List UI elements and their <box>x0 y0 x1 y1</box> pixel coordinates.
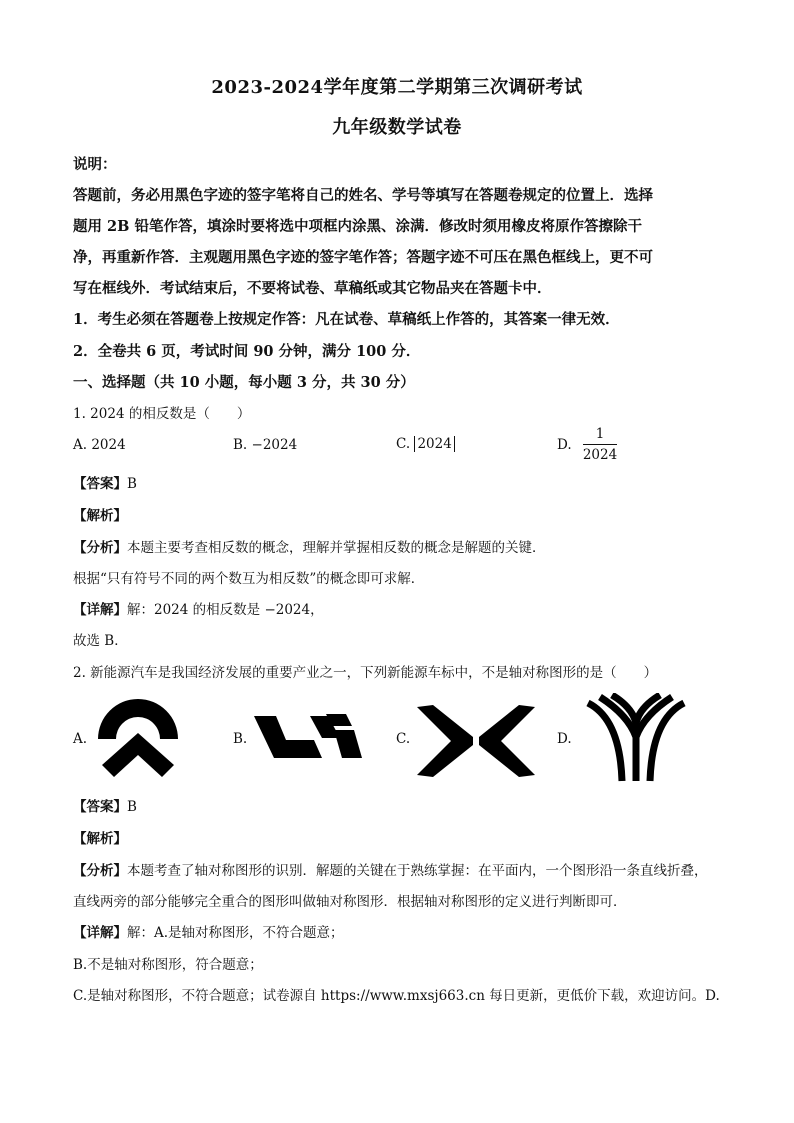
q2-option-d-label: D. <box>557 731 572 747</box>
q1-answer <box>73 472 733 492</box>
q1-option-c <box>396 436 455 452</box>
q1-option-c-label: C. <box>396 436 415 452</box>
q1-stem: 1. 2024 的相反数是（ ） <box>73 406 251 422</box>
q2-detail-text: 解：A.是轴对称图形，不符合题意； <box>127 925 344 941</box>
q1-option-a-value: 2024 <box>91 437 126 453</box>
q1-option-d-numerator: 1 <box>595 426 605 442</box>
q1-fenxi-tag: 【分析】 <box>73 540 127 556</box>
section-heading: 一、选择题（共 10 小题，每小题 3 分，共 30 分） <box>73 374 415 391</box>
instructions-line-1: 答题前，务必用黑色字迹的签字笔将自己的姓名、学号等填写在答题卷规定的位置上．选择 <box>73 187 653 204</box>
q2-logo-d-icon <box>582 693 690 783</box>
instructions-line-4: 写在框线外．考试结束后，不要将试卷、草稿纸或其它物品夹在答题卡中． <box>73 280 552 297</box>
q1-option-d-label: D. <box>557 437 572 453</box>
q2-logo-c-icon <box>415 703 537 779</box>
q2-option-b-label: B. <box>233 731 248 747</box>
instructions-heading: 说明： <box>73 156 117 173</box>
q2-answer-tag: 【答案】 <box>73 799 127 815</box>
q2-detail <box>73 921 733 941</box>
instructions-line-3: 净，再重新作答．主观题用黑色字迹的签字笔作答；答题字迹不可压在黑色框线上，更不可 <box>73 249 653 266</box>
q1-detail-text: 解：2024 的相反数是 −2024， <box>127 602 324 618</box>
q1-analysis-tag: 【解析】 <box>73 508 127 524</box>
q2-fenxi <box>73 859 733 879</box>
q1-answer-tag: 【答案】 <box>73 476 127 492</box>
q1-option-a-label: A. <box>73 437 92 453</box>
q2-answer-value: B <box>127 799 137 815</box>
q1-option-a <box>73 437 126 453</box>
q2-logo-a-icon <box>90 695 186 781</box>
q1-fenxi-text: 本题主要考查相反数的概念，理解并掌握相反数的概念是解题的关键． <box>127 540 546 556</box>
q1-detail-tag: 【详解】 <box>73 602 127 618</box>
q1-fenxi-2: 根据“只有符号不同的两个数互为相反数”的概念即可求解． <box>73 571 425 587</box>
q2-option-a-label: A. <box>73 731 88 747</box>
q2-fenxi-tag: 【分析】 <box>73 863 127 879</box>
q1-conclusion: 故选 B． <box>73 633 128 649</box>
q2-analysis-tag: 【解析】 <box>73 831 127 847</box>
q2-fenxi-text: 本题考查了轴对称图形的识别．解题的关键在于熟练掌握：在平面内，一个图形沿一条直线折叠， <box>127 863 708 879</box>
q1-fenxi <box>73 536 733 556</box>
q1-option-b <box>233 437 297 453</box>
q1-option-d-fraction <box>582 426 618 463</box>
q2-answer <box>73 795 733 815</box>
rule-1: 1．考生必须在答题卷上按规定作答：凡在试卷、草稿纸上作答的，其答案一律无效． <box>73 311 620 328</box>
q2-logo-b-icon <box>252 712 364 760</box>
q1-option-b-value: −2024 <box>251 437 298 453</box>
q2-fenxi-2: 直线两旁的部分能够完全重合的图形叫做轴对称图形．根据轴对称图形的定义进行判断即可． <box>73 894 627 910</box>
q1-detail <box>73 598 733 618</box>
q1-option-b-label: B. <box>233 437 252 453</box>
q1-answer-value: B <box>127 476 137 492</box>
q2-option-c-label: C. <box>396 731 411 747</box>
rule-2: 2．全卷共 6 页，考试时间 90 分钟，满分 100 分． <box>73 343 421 360</box>
q2-detail-c: C.是轴对称图形，不符合题意；试卷源自 https://www.mxsj663.cn 每日更新，更低价下载，欢迎访问。D. <box>73 988 720 1004</box>
instructions-line-2: 题用 2B 铅笔作答，填涂时要将选中项框内涂黑、涂满．修改时须用橡皮将原作答擦除干 <box>73 218 642 235</box>
q1-option-d-denominator: 2024 <box>582 447 618 463</box>
q1-option-c-value: 2024 <box>414 436 454 452</box>
exam-subtitle: 九年级数学试卷 <box>332 117 462 138</box>
exam-title: 2023-2024学年度第二学期第三次调研考试 <box>211 77 583 98</box>
q2-detail-b: B.不是轴对称图形，符合题意； <box>73 957 263 973</box>
q2-stem: 2. 新能源汽车是我国经济发展的重要产业之一，下列新能源车标中，不是轴对称图形的是（ ） <box>73 665 658 681</box>
q2-detail-tag: 【详解】 <box>73 925 127 941</box>
